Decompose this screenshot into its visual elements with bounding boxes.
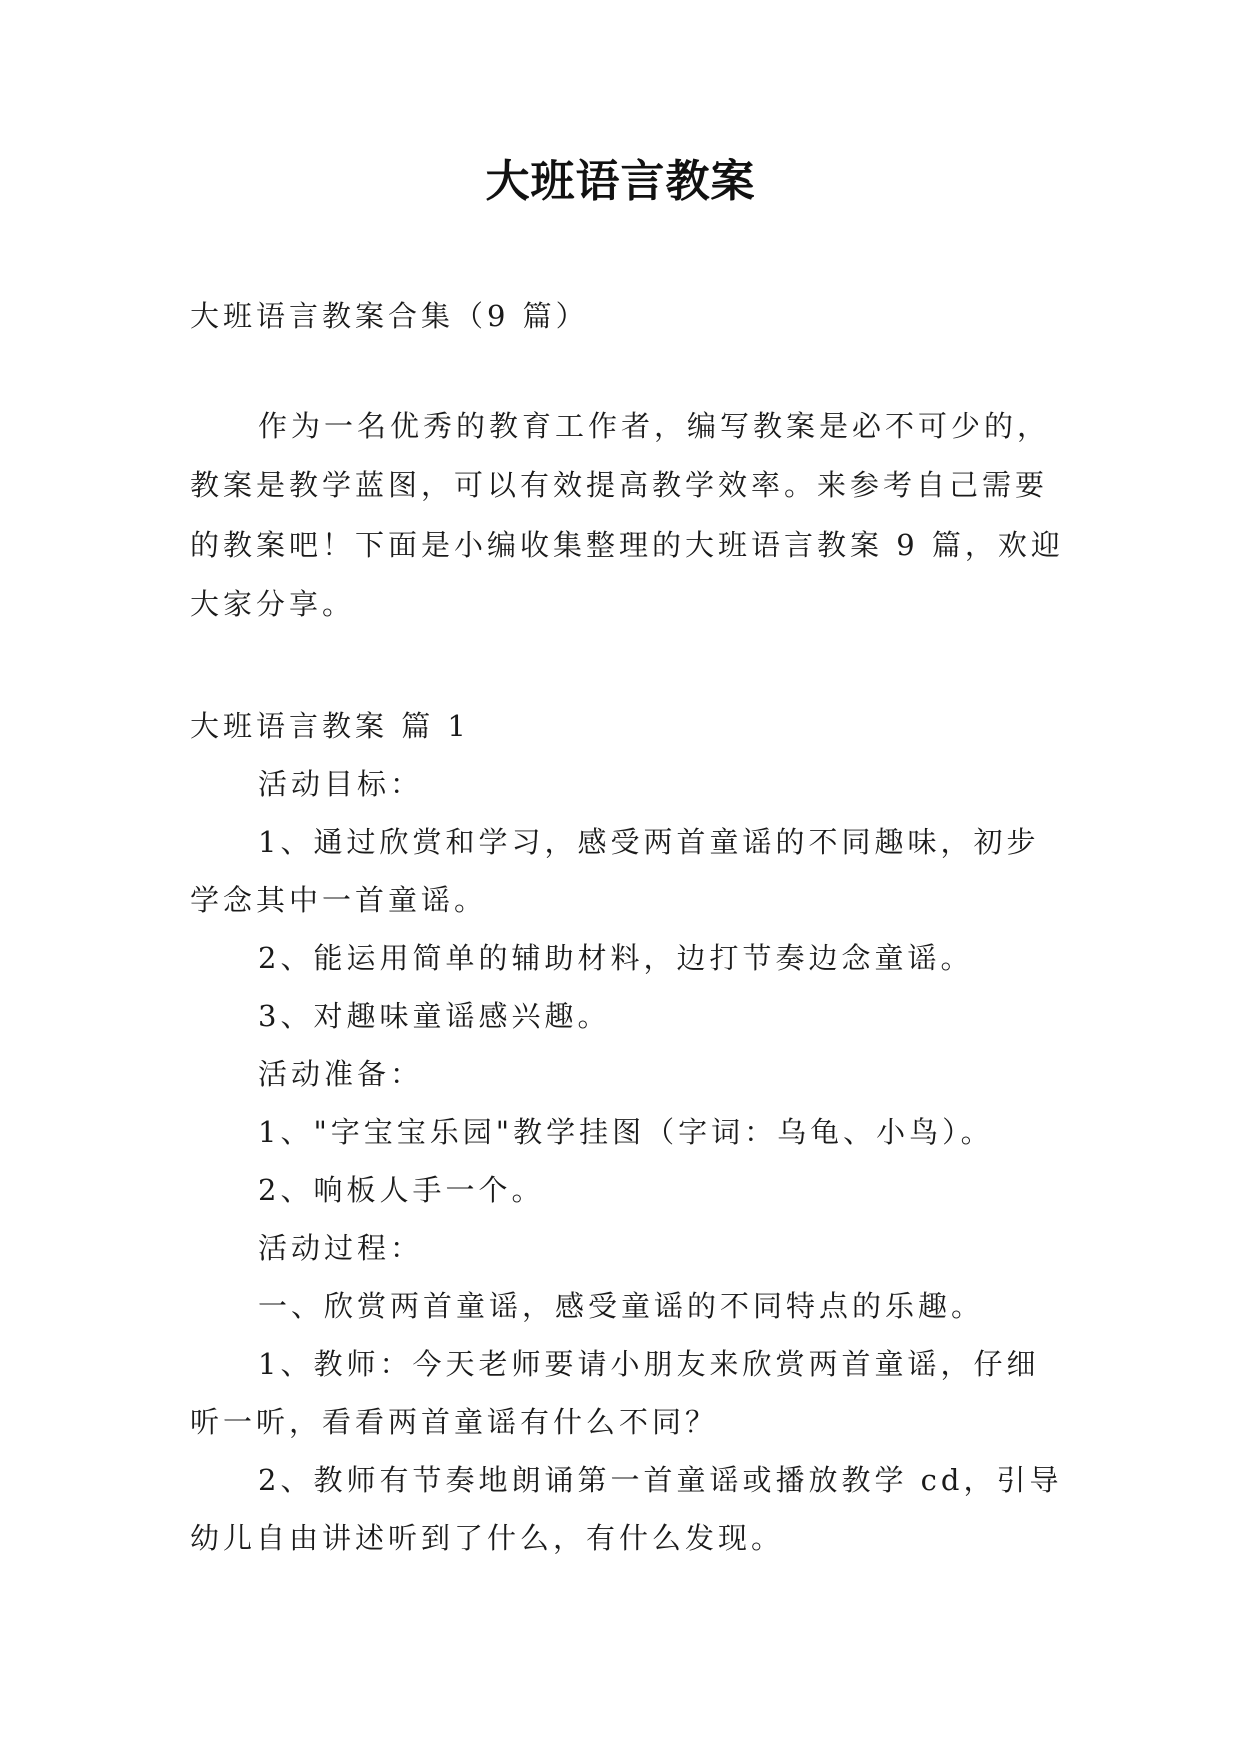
body-line: 1、通过欣赏和学习，感受两首童谣的不同趣味，初步 bbox=[258, 825, 1040, 859]
body-line: 学念其中一首童谣。 bbox=[190, 883, 488, 917]
body-line: 1、"字宝宝乐园"教学挂图（字词：乌龟、小鸟）。 bbox=[258, 1115, 994, 1149]
body-line: 一、欣赏两首童谣，感受童谣的不同特点的乐趣。 bbox=[258, 1289, 985, 1323]
body-line: 3、对趣味童谣感兴趣。 bbox=[258, 999, 611, 1033]
body-line: 活动过程： bbox=[258, 1231, 424, 1265]
intro-line-4: 大家分享。 bbox=[190, 587, 356, 621]
body-line: 2、能运用简单的辅助材料，边打节奏边念童谣。 bbox=[258, 941, 974, 975]
page-title: 大班语言教案 bbox=[485, 156, 756, 207]
intro-line-2: 教案是教学蓝图，可以有效提高教学效率。来参考自己需要 bbox=[190, 468, 1049, 502]
section-heading: 大班语言教案 篇 1 bbox=[190, 709, 470, 743]
document-subtitle: 大班语言教案合集（9 篇） bbox=[190, 299, 589, 333]
intro-line-3: 的教案吧！下面是小编收集整理的大班语言教案 9 篇，欢迎 bbox=[190, 528, 1064, 562]
intro-line-1: 作为一名优秀的教育工作者，编写教案是必不可少的， bbox=[258, 409, 1051, 443]
body-line: 听一听，看看两首童谣有什么不同？ bbox=[190, 1405, 719, 1439]
body-line: 活动目标： bbox=[258, 767, 424, 801]
body-line: 幼儿自由讲述听到了什么，有什么发现。 bbox=[190, 1521, 785, 1555]
body-line: 活动准备： bbox=[258, 1057, 424, 1091]
body-line: 1、教师：今天老师要请小朋友来欣赏两首童谣，仔细 bbox=[258, 1347, 1040, 1381]
body-line: 2、响板人手一个。 bbox=[258, 1173, 545, 1207]
body-line: 2、教师有节奏地朗诵第一首童谣或播放教学 cd，引导 bbox=[258, 1463, 1063, 1497]
